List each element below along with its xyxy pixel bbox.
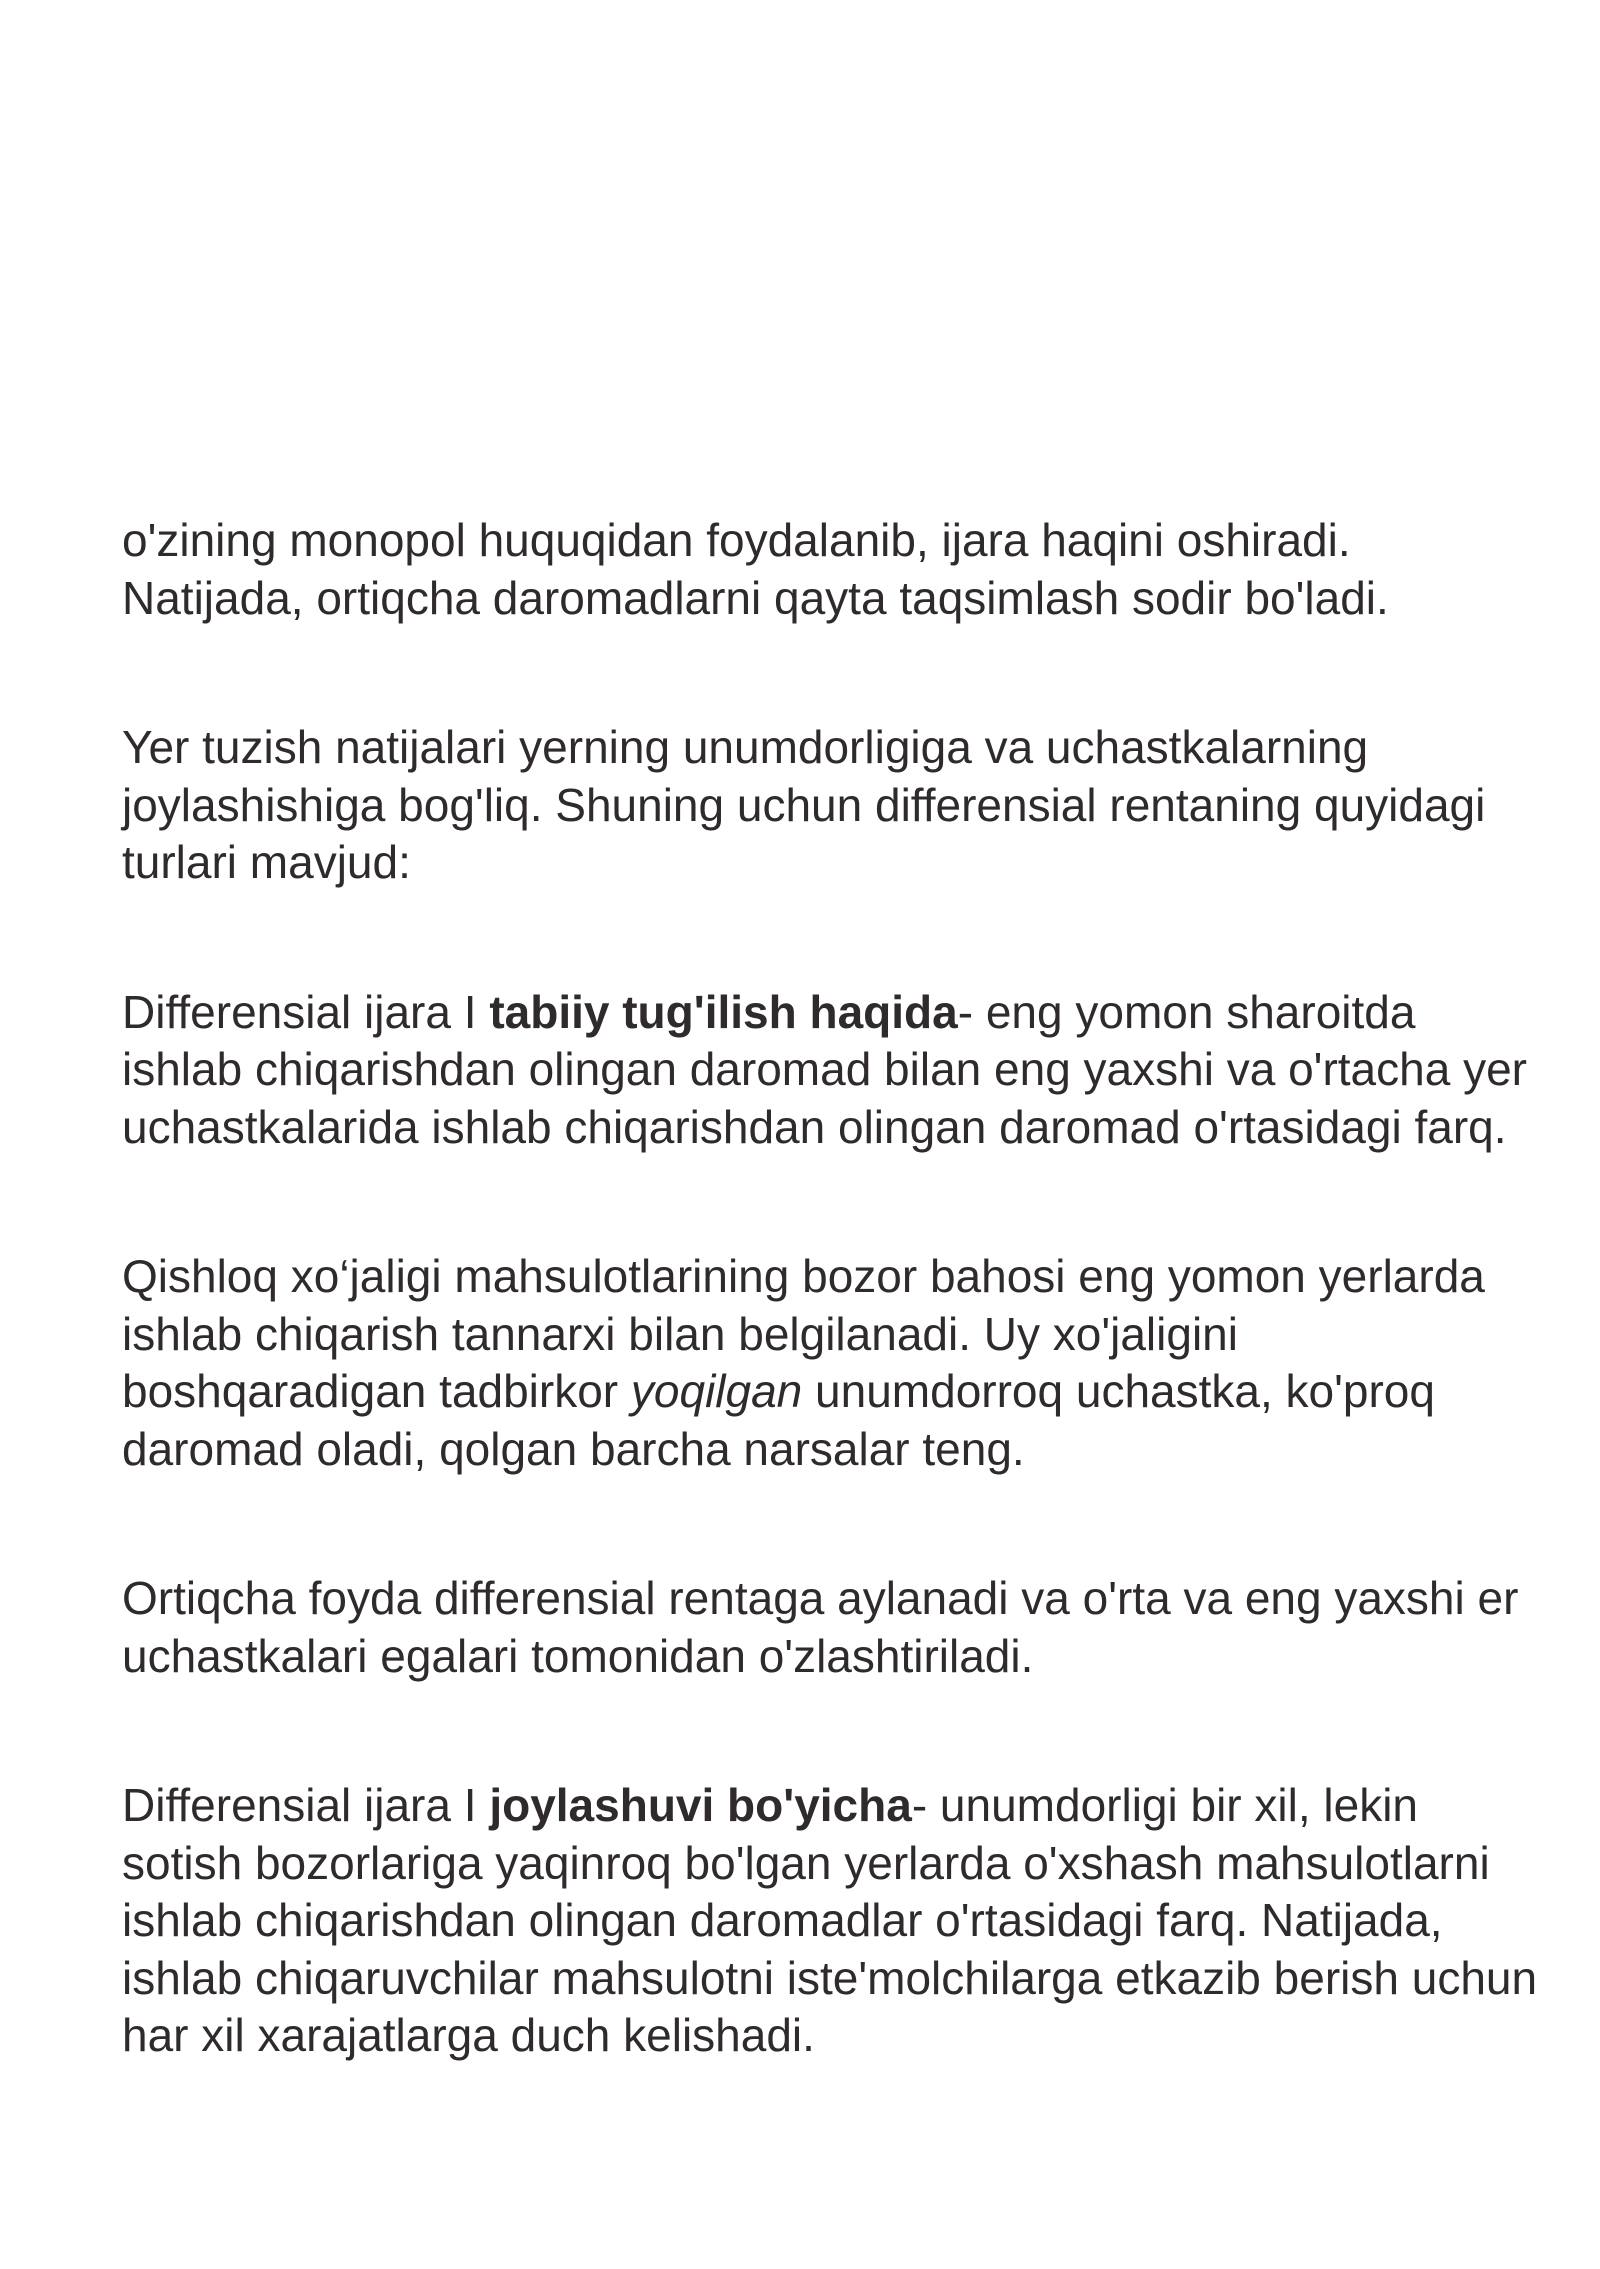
paragraph-text: - eng yomon sharoitda ishlab chiqarishdan olingan daromad bilan eng yaxshi va o'rtacha yer uchastkalarida ishlab chiqarishdan olingan daromad o'rtasidagi farq. [122,985,1527,1153]
paragraph-yer-tuzish [122,719,1542,892]
paragraph-text: Differensial ijara I [122,1779,490,1831]
document-body [122,512,1542,2065]
paragraph-text: unumdorroq uchastka, ko'proq daromad oladi, qolgan barcha narsalar teng. [122,1365,1435,1475]
paragraph-differensial-tabiiy [122,984,1542,1157]
paragraph-text: Differensial ijara I [122,985,490,1038]
bold-term: tabiiy tug'ilish haqida [489,985,958,1038]
paragraph-text: Qishloq xo‘jaligi mahsulotlarining bozor bahosi eng yomon yerlarda ishlab chiqarish tannarxi bilan belgilanadi. Uy xo'jaligini boshqaradigan tadbirkor [122,1250,1485,1417]
paragraph-monopol [122,512,1542,627]
paragraph-qishloq [122,1248,1542,1478]
paragraph-differensial-joylashuv [122,1777,1542,2065]
italic-term: yoqilgan [630,1365,803,1417]
paragraph-ortiqcha-foyda [122,1570,1542,1685]
paragraph-text: Yer tuzish natijalari yerning unumdorligiga va uchastkalarning joylashishiga bog'liq. Shuning uchun differensial rentaning quyidagi turlari mavjud: [122,721,1486,888]
paragraph-text: Ortiqcha foyda differensial rentaga aylanadi va o'rta va eng yaxshi er uchastkalari egalari tomonidan o'zlashtiriladi. [122,1572,1519,1682]
paragraph-text: o'zining monopol huquqidan foydalanib, ijara haqini oshiradi. Natijada, ortiqcha daromadlarni qayta taqsimlash sodir bo'ladi. [122,514,1389,624]
bold-term: joylashuvi bo'yicha [489,1779,912,1831]
paragraph-text: - unumdorligi bir xil, lekin sotish bozorlariga yaqinroq bo'lgan yerlarda o'xshash mahsulotlarni ishlab chiqarishdan olingan daromadlar o'rtasidagi farq. Natijada, ishlab chiqaruvchilar mahsulotni iste'molchilarga etkazib berish uchun har xil xarajatlarga duch kelishadi. [122,1779,1538,2061]
